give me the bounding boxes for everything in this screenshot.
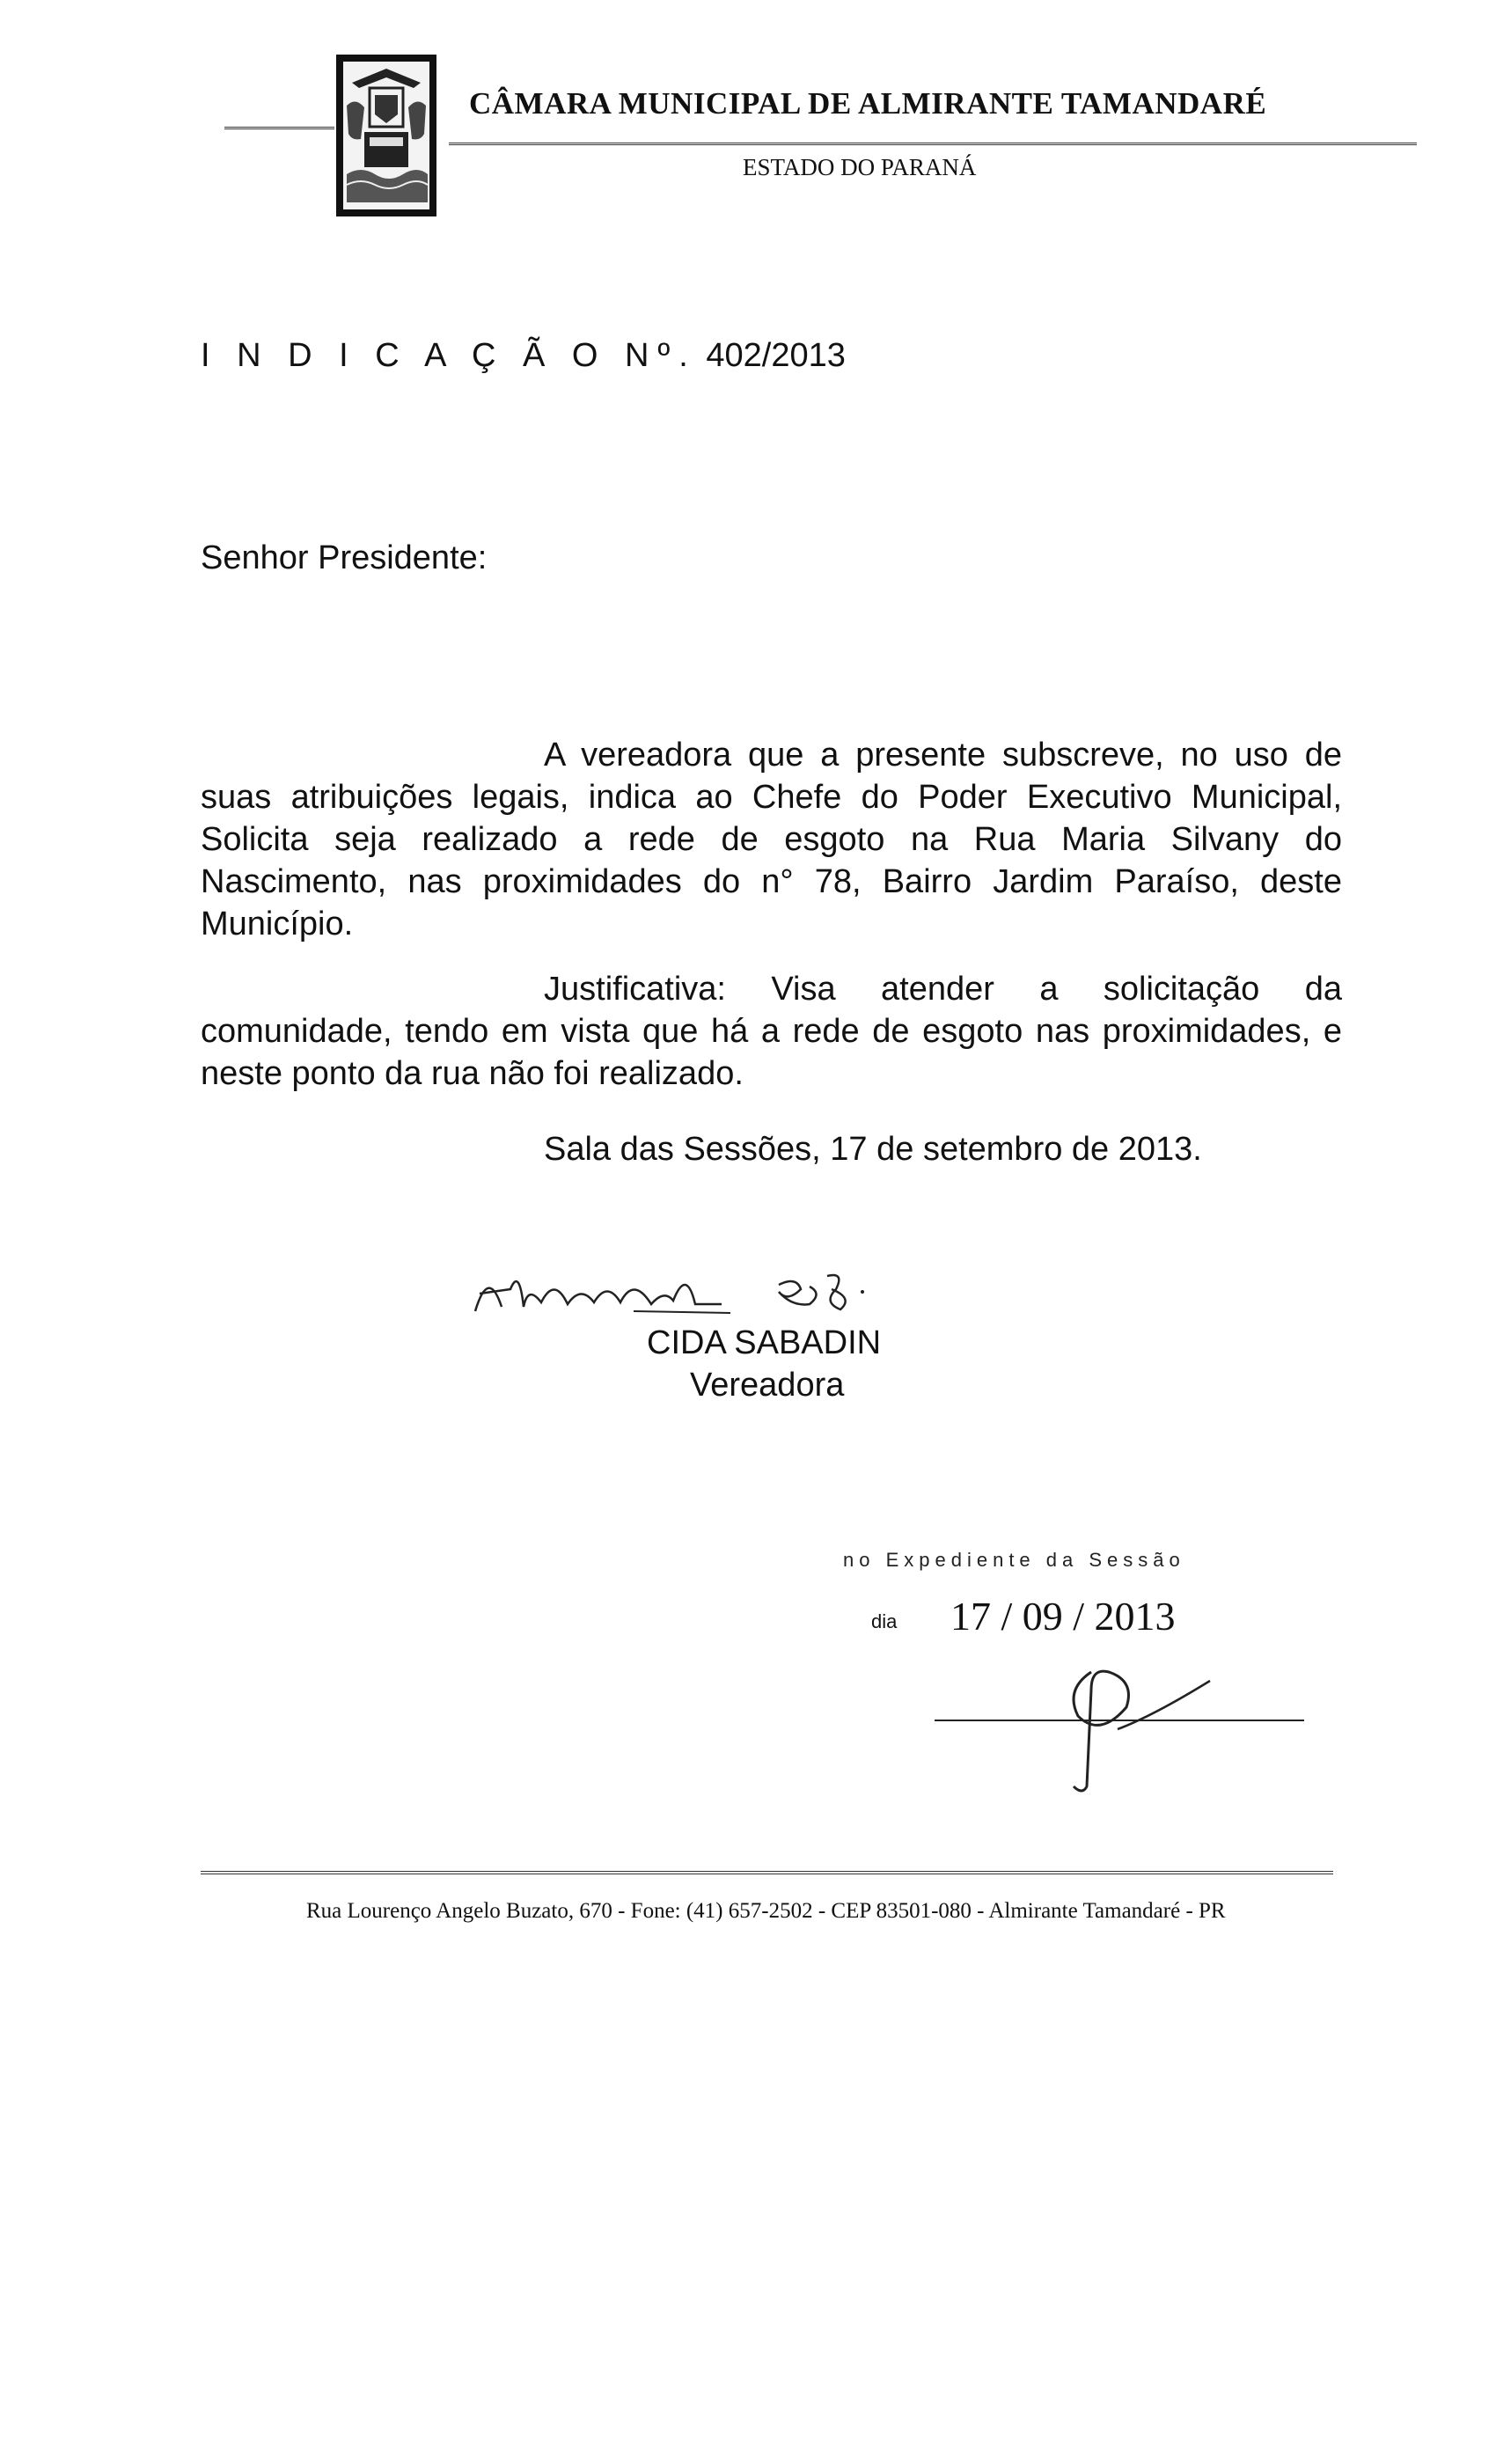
footer-rule: [201, 1871, 1333, 1874]
indicacao-number: 402/2013: [706, 337, 846, 374]
handwritten-signature: [440, 1250, 986, 1329]
salutation: Senhor Presidente:: [201, 539, 488, 576]
org-title: CÂMARA MUNICIPAL DE ALMIRANTE TAMANDARÉ: [469, 86, 1267, 121]
state-subtitle: ESTADO DO PARANÁ: [743, 154, 977, 180]
paragraph-request-text: A vereadora que a presente subscreve, no uso de suas atribuições legais, indica ao Chefe do Poder Executivo Municipal, Solicita seja realizado a rede de esgoto na Rua Maria Silvany do Nascimento, nas proximidades do n° 78, Bairro Jardim Paraíso, deste Município.: [201, 737, 1342, 942]
header-rule-right: [449, 143, 1417, 145]
paragraph-request: [201, 734, 1342, 945]
stamp-handwritten-date: 17 / 09 / 2013: [950, 1594, 1176, 1639]
stamp-signature: [1038, 1654, 1223, 1795]
stamp-expediente-text: no Expediente da Sessão: [843, 1549, 1185, 1571]
indicacao-label: I N D I C A Ç Ã O Nº.: [201, 337, 697, 374]
signer-name: CIDA SABADIN: [647, 1324, 882, 1361]
paragraph-justification-text: Justificativa: Visa atender a solicitação da comunidade, tendo em vista que há a rede de esgoto nas proximidades, e neste ponto da rua não foi realizado.: [201, 971, 1342, 1092]
header-rule-left: [224, 127, 334, 129]
place-date: Sala das Sessões, 17 de setembro de 2013.: [544, 1131, 1202, 1168]
footer-address: Rua Lourenço Angelo Buzato, 670 - Fone: (41) 657-2502 - CEP 83501-080 - Almirante Tamandaré - PR: [306, 1899, 1226, 1923]
coat-of-arms-icon: [334, 53, 438, 218]
indicacao-heading: [201, 334, 846, 377]
stamp-dia-label: dia: [871, 1610, 898, 1632]
signer-role: Vereadora: [690, 1367, 845, 1404]
paragraph-justification: [201, 968, 1342, 1095]
